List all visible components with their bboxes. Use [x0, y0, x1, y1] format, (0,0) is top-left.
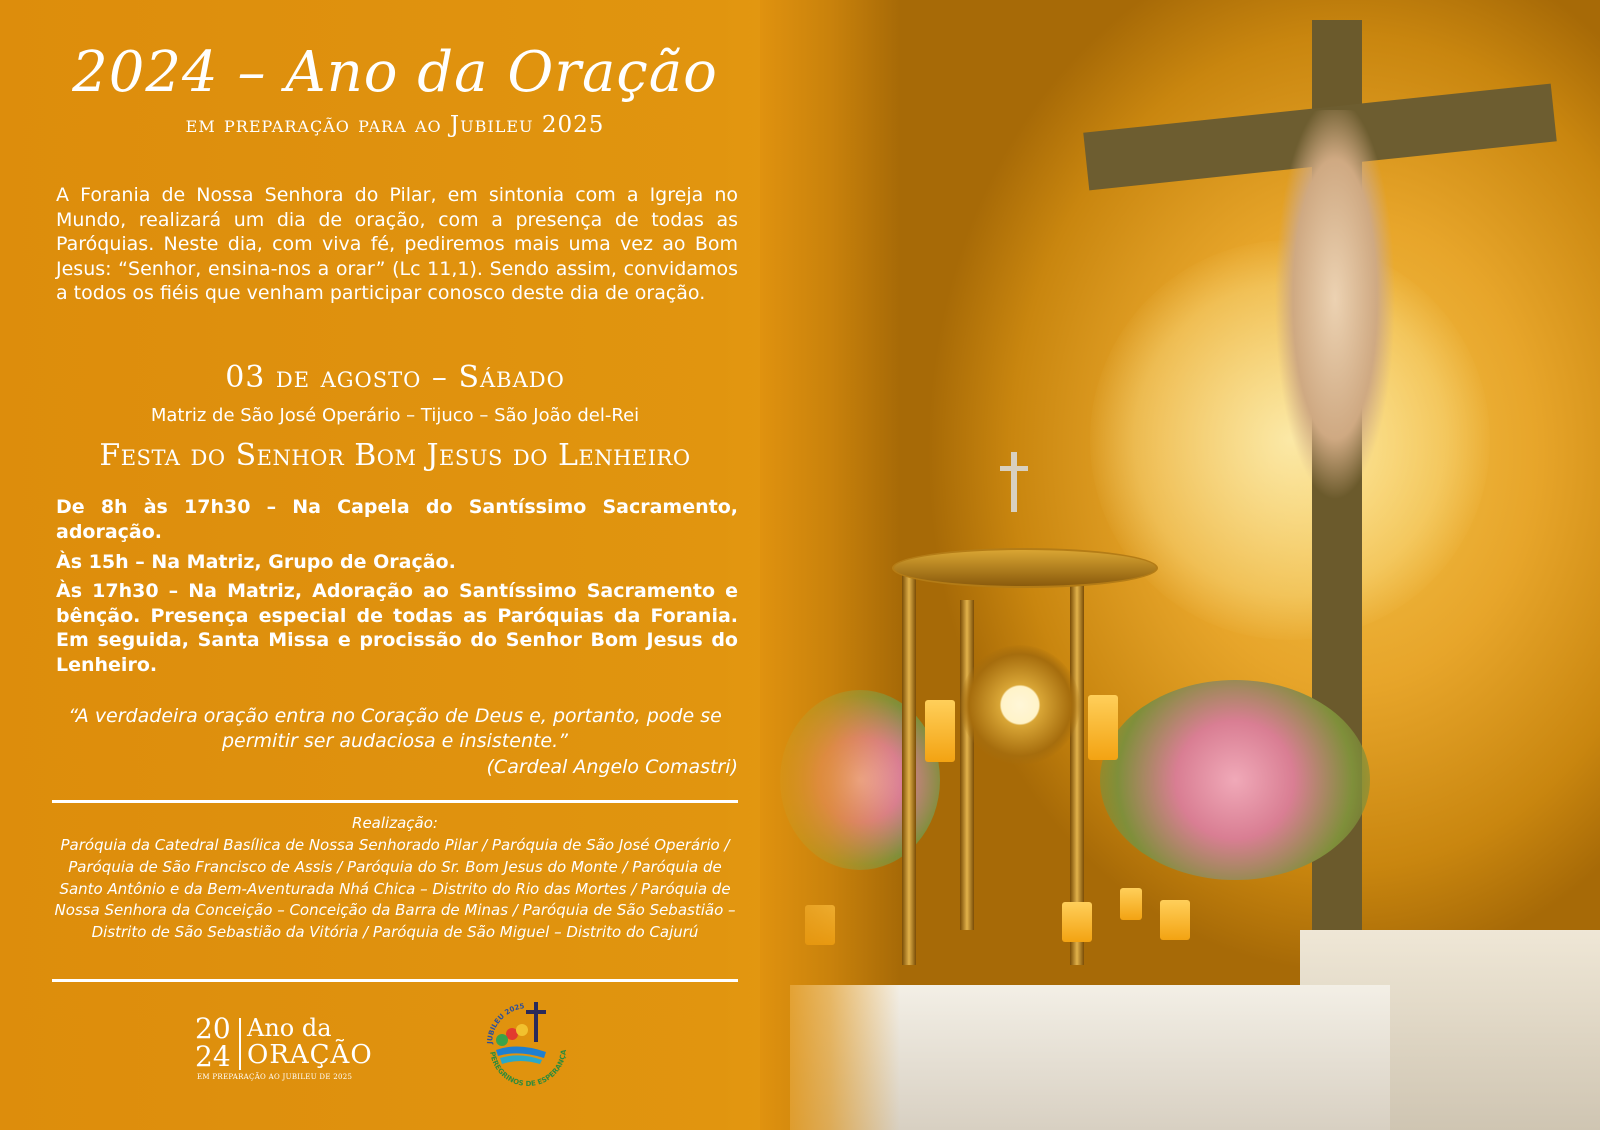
christ-figure: [1265, 110, 1405, 530]
intro-paragraph: A Forania de Nossa Senhora do Pilar, em sintonia com a Igreja no Mundo, realizará um dia de oração, com a presença de todas as Paróquias. Neste dia, com viva fé, pediremos mais uma vez ao Bom Jesus: “Senhor, ensina-nos a orar” (Lc 11,1). Sendo assim, convidamos a todos os fiéis que venham participar conosco deste dia de oração.: [56, 184, 738, 305]
logo-year: [195, 1012, 231, 1073]
canopy-cross-bar: [1000, 466, 1028, 471]
page-subtitle: em preparação para ao Jubileu 2025: [185, 112, 605, 138]
page-title: 2024 – Ano da Oração: [72, 40, 718, 105]
jubileu-cross-icon: [534, 1002, 538, 1042]
logo-line1: Ano da: [247, 1014, 332, 1042]
logo-year-top: 20: [195, 1012, 231, 1045]
canopy-pillar: [902, 575, 916, 965]
logo-year-bottom: 24: [195, 1040, 231, 1073]
logo-subtitle: EM PREPARAÇÃO AO JUBILEU DE 2025: [197, 1073, 353, 1081]
credits-label: Realização:: [352, 814, 438, 832]
divider: [52, 979, 738, 982]
candle: [1120, 888, 1142, 920]
ano-oracao-logo: [195, 1012, 385, 1085]
flowers-right: [1100, 680, 1370, 880]
pilgrim-green-icon: [496, 1034, 508, 1046]
jubileu-cross-bar: [526, 1010, 546, 1014]
canopy-cross: [1011, 452, 1017, 512]
logo-line2: ORAÇÃO: [247, 1040, 373, 1070]
event-feast: Festa do Senhor Bom Jesus do Lenheiro: [99, 438, 691, 473]
jubileu-logo-bottom: PEREGRINOS DE ESPERANÇA: [488, 1049, 569, 1089]
photo-fade: [760, 0, 900, 1130]
canopy-top: [892, 548, 1158, 588]
candle: [925, 700, 955, 762]
pilgrim-yellow-icon: [516, 1024, 528, 1036]
event-date: 03 de agosto – Sábado: [225, 360, 565, 395]
candle: [1062, 902, 1092, 942]
canopy-pillar: [960, 600, 974, 930]
schedule-item: Às 17h30 – Na Matriz, Adoração ao Santíssimo Sacramento e bênção. Presença especial de todas as Paróquias da Forania. Em seguida, Santa Missa e procissão do Senhor Bom Jesus do Lenheiro.: [56, 580, 738, 676]
divider: [52, 800, 738, 803]
jubileu-logo: [478, 992, 578, 1092]
monstrance-icon: [960, 645, 1080, 765]
schedule-item: De 8h às 17h30 – Na Capela do Santíssimo Sacramento, adoração.: [56, 496, 738, 543]
credits-text: Paróquia da Catedral Basílica de Nossa Senhorado Pilar / Paróquia de São José Operário / Paróquia de São Francisco de Assis / Paróquia do Sr. Bom Jesus do Monte / Paróquia de Santo Antônio e da Bem-Aventurada Nhá Chica – Distrito do Rio das Mortes / Paróquia de Nossa Senhora da Conceição – Conceição da Barra de Minas / Paróquia de São Sebastião – Distrito de São Sebastião da Vitória / Paróquia de São Miguel – Distrito do Cajurú: [54, 836, 736, 942]
schedule-item: Às 15h – Na Matriz, Grupo de Oração.: [56, 551, 456, 573]
candle: [1088, 695, 1118, 760]
quote-author: (Cardeal Angelo Comastri): [486, 756, 738, 778]
quote-text: “A verdadeira oração entra no Coração de Deus e, portanto, pode se permitir ser audaciosa e insistente.”: [68, 705, 722, 752]
candle: [1160, 900, 1190, 940]
jubileu-logo-top: JUBILEU 2025: [485, 1002, 526, 1045]
logo-divider: [239, 1018, 241, 1070]
event-place: Matriz de São José Operário – Tijuco – São João del-Rei: [150, 405, 640, 426]
wave-icon: [500, 1055, 542, 1064]
